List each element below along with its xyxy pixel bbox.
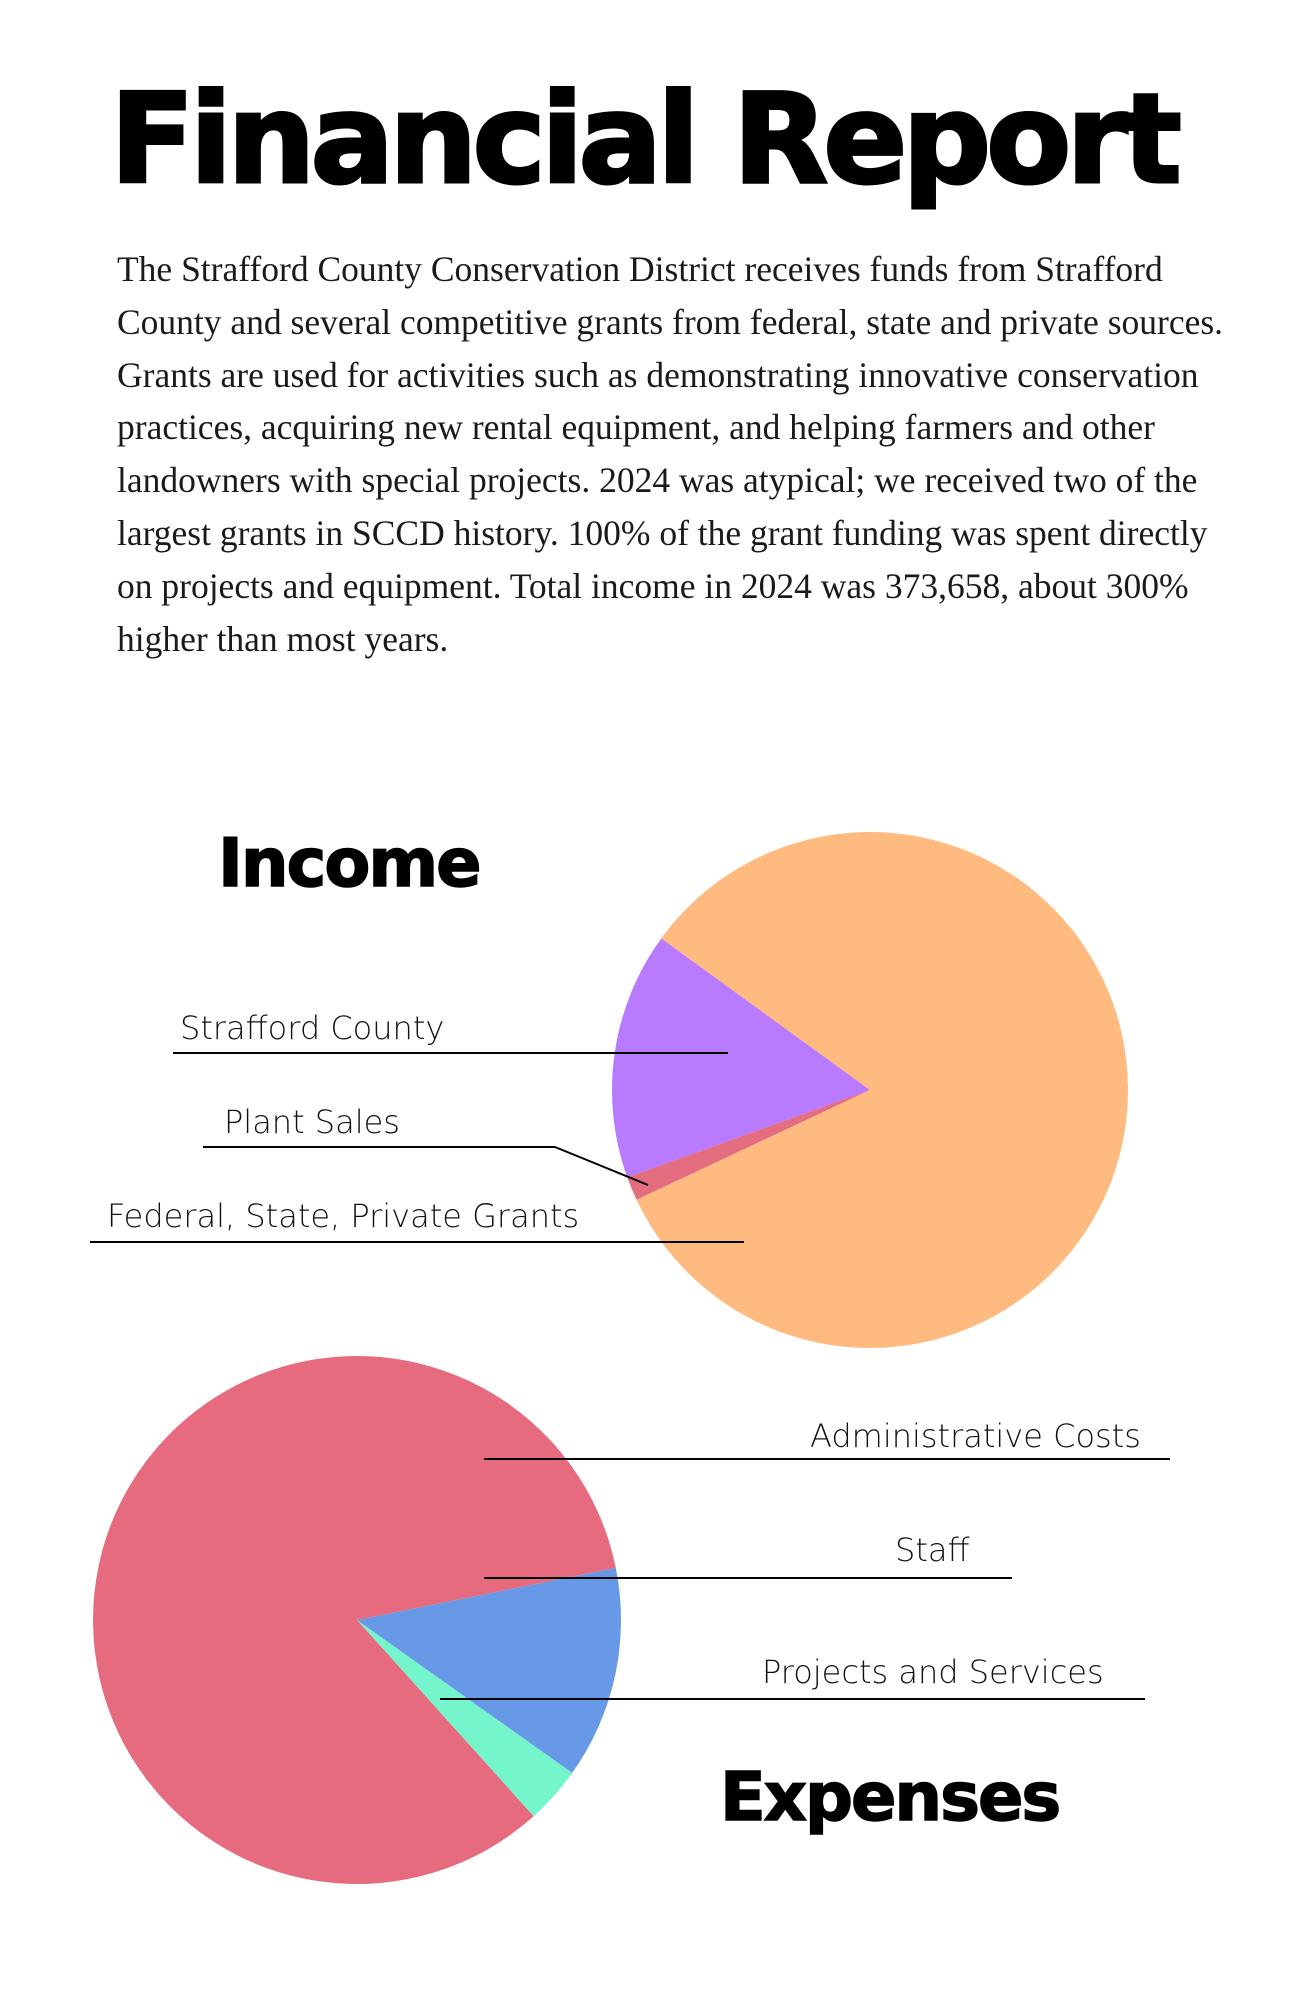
income-label-strafford-county: Strafford County <box>180 1009 445 1047</box>
income-label-plant-sales: Plant Sales <box>224 1103 400 1141</box>
page-title: Financial Report <box>110 68 1177 212</box>
income-chart-title: Income <box>218 824 480 902</box>
income-label-grants: Federal, State, Private Grants <box>107 1197 580 1235</box>
expenses-label-projects-and-services: Projects and Services <box>762 1653 1104 1691</box>
expenses-label-staff: Staff <box>895 1531 970 1569</box>
expenses-leader-projects-and-services <box>440 1698 1145 1700</box>
expenses-leader-administrative-costs <box>484 1458 1170 1460</box>
expenses-label-administrative-costs: Administrative Costs <box>810 1417 1141 1455</box>
expenses-chart-title: Expenses <box>720 1758 1060 1836</box>
expenses-leader-staff <box>484 1577 1012 1579</box>
intro-paragraph: The Strafford County Conservation District receives funds from Strafford County and several competitive grants from federal, state and private sources. Grants are used for activities such as demonstrating innovative conservation practices, acquiring new rental equipment, and helping farmers and other landowners with special projects. 2024 was atypical; we received two of the largest grants in SCCD history. 100% of the grant funding was spent directly on projects and equipment. Total income in 2024 was 373,658, about 300% higher than most years. <box>117 249 1224 659</box>
